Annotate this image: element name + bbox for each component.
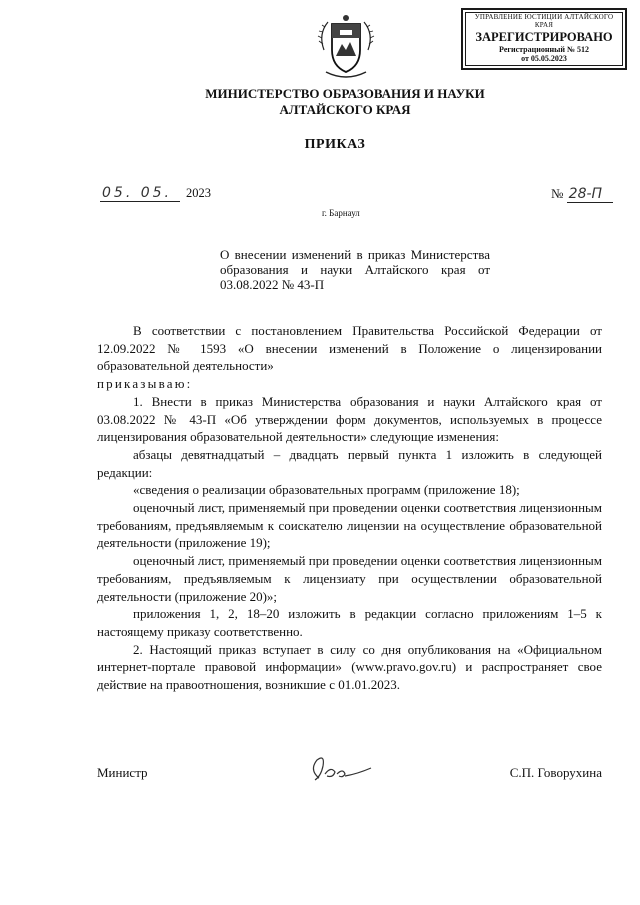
coat-of-arms-icon (314, 10, 378, 82)
order-year: 2023 (186, 186, 211, 200)
ministry-name-line1: МИНИСТЕРСТВО ОБРАЗОВАНИЯ И НАУКИ (205, 86, 485, 101)
stamp-registration-number: Регистрационный № 512 (499, 45, 589, 54)
registration-stamp (461, 8, 627, 70)
handwritten-signature-icon (305, 752, 375, 786)
order-subject: О внесении изменений в приказ Министерства образования и науки Алтайского края от 03.08.2022 № 43-П (220, 247, 490, 292)
order-number (551, 186, 613, 203)
order-body (97, 322, 602, 694)
document-type: ПРИКАЗ (304, 137, 366, 152)
ministry-name-line2: АЛТАЙСКОГО КРАЯ (279, 102, 411, 117)
city: г. Барнаул (322, 208, 360, 218)
paragraph: 2. Настоящий приказ вступает в силу со дня опубликования на «Официальном интернет-портале правовой информации» (www.pravo.gov.ru) и распространяет свое действие на правоотношения, возникшие с 01.01.2023. (97, 641, 602, 693)
paragraph: 1. Внести в приказ Министерства образования и науки Алтайского края от 03.08.2022 № 43-П «Об утверждении форм документов, используемых в процессе лицензирования образовательной деятельности» следующие изменения: (97, 393, 602, 445)
ministry-name (0, 86, 640, 118)
order-date (100, 186, 211, 202)
stamp-registration-date: от 05.05.2023 (521, 54, 567, 63)
order-number-handwritten: 28-П (567, 187, 613, 203)
paragraph: приложения 1, 2, 18–20 изложить в редакции согласно приложениям 1–5 к настоящему приказу соответственно. (97, 606, 602, 639)
order-number-prefix: № (551, 186, 564, 201)
order-date-handwritten: 05. 05. (100, 186, 180, 202)
paragraph: «сведения о реализации образовательных программ (приложение 18); (133, 482, 520, 498)
paragraph-order-word: приказываю: (97, 376, 193, 392)
paragraph: оценочный лист, применяемый при проведении оценки соответствия лицензионным требованиям, предъявляемым к лицензиату при осуществлении образовательной деятельности (приложение 20)»; (97, 553, 602, 604)
stamp-status: ЗАРЕГИСТРИРОВАНО (475, 30, 613, 44)
signatory-name: С.П. Говорухина (509, 765, 602, 780)
paragraph: В соответствии с постановлением Правительства Российской Федерации от 12.09.2022 № 1593 «О внесении изменений в Положение о лицензировании образовательной деятельности» (97, 323, 602, 374)
paragraph: оценочный лист, применяемый при проведении оценки соответствия лицензионным требованиям, предъявляемым к соискателю лицензии на осуществление образовательной деятельности (приложение 19); (97, 500, 602, 551)
signatory-position: Министр (97, 765, 148, 780)
stamp-organization: УПРАВЛЕНИЕ ЮСТИЦИИ АЛТАЙСКОГО КРАЯ (474, 13, 614, 29)
paragraph: абзацы девятнадцатый – двадцать первый пункта 1 изложить в следующей редакции: (97, 446, 602, 480)
